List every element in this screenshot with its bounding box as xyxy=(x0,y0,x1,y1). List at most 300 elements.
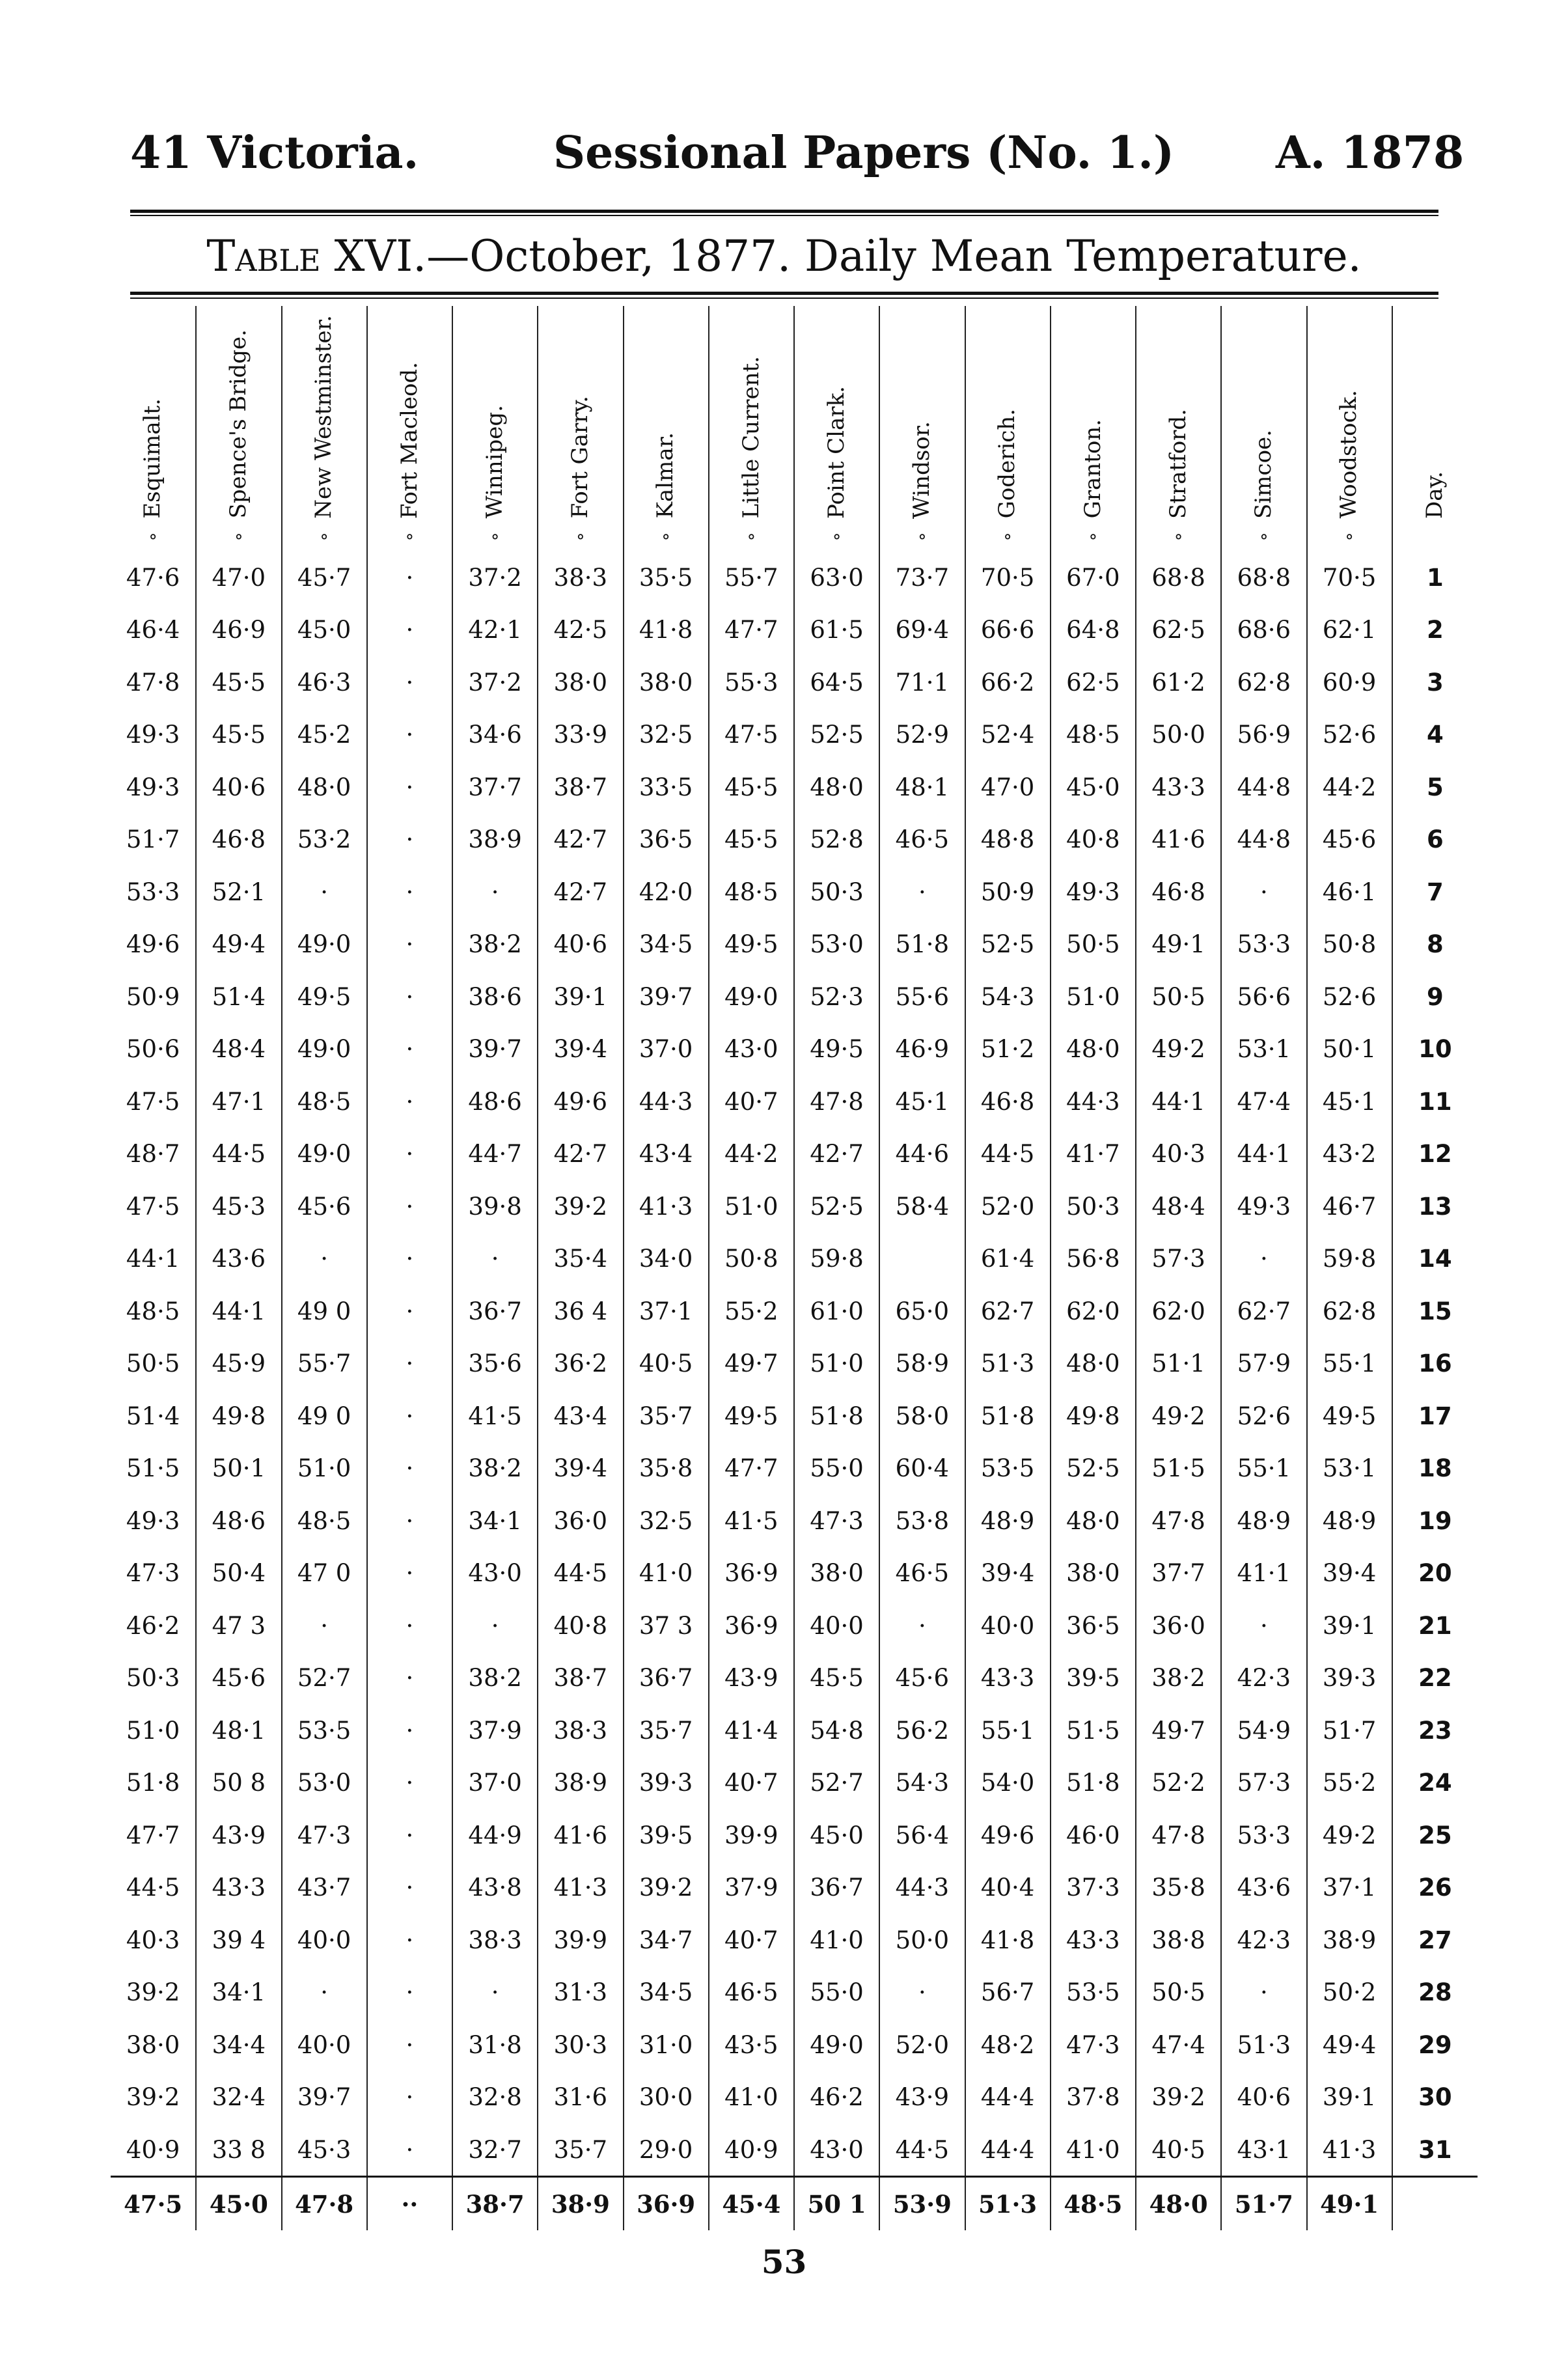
table-cell: 41·3 xyxy=(624,1180,709,1233)
table-cell: 40·4 xyxy=(965,1861,1051,1914)
table-cell: 46·9 xyxy=(196,603,281,656)
table-cell: 35·8 xyxy=(1136,1861,1221,1914)
table-cell: 67·0 xyxy=(1051,551,1136,604)
header-rule xyxy=(130,210,1438,213)
table-row xyxy=(111,1285,1478,1338)
table-cell: 49·6 xyxy=(126,930,180,959)
table-cell: 43·3 xyxy=(196,1861,281,1914)
table-cell: 48·2 xyxy=(965,2019,1051,2071)
table-cell: 51·5 xyxy=(1051,1704,1136,1757)
table-cell: 50·8 xyxy=(1307,918,1392,971)
table-cell: · xyxy=(367,1704,452,1757)
table-cell: 38·9 xyxy=(538,1756,623,1809)
column-header xyxy=(794,306,879,519)
table-cell: 47·8 xyxy=(1136,1809,1221,1862)
table-cell: ° xyxy=(1136,519,1221,551)
table-cell: 49·1 xyxy=(1307,2177,1392,2230)
table-cell: 66·6 xyxy=(965,603,1051,656)
table-cell: 50·5 xyxy=(126,1350,180,1378)
table-cell: 56·4 xyxy=(879,1809,965,1862)
table-cell: 70·5 xyxy=(965,551,1051,604)
table-cell: · xyxy=(367,1232,452,1285)
table-cell: · xyxy=(367,1075,452,1128)
degree-row xyxy=(111,519,1478,551)
table-cell: 48·5 xyxy=(282,1075,367,1128)
table-cell: 40·9 xyxy=(126,2135,180,2164)
table-cell: 36·2 xyxy=(538,1337,623,1390)
table-cell: 50 1 xyxy=(794,2177,879,2230)
table-cell: ° xyxy=(1307,519,1392,551)
table-cell: 52·7 xyxy=(282,1652,367,1704)
table-cell: 40·7 xyxy=(709,1756,794,1809)
table-cell: 40·8 xyxy=(1051,813,1136,866)
table-cell: 61·5 xyxy=(794,603,879,656)
table-cell: · xyxy=(367,1442,452,1495)
column-header-label: Goderich. xyxy=(994,409,1021,519)
column-header xyxy=(1221,306,1306,519)
table-cell: 44·8 xyxy=(1221,761,1306,814)
table-cell: 49·7 xyxy=(709,1337,794,1390)
table-cell: 36·7 xyxy=(624,1652,709,1704)
table-cell: 43·0 xyxy=(794,2124,879,2177)
table-cell: 38·8 xyxy=(1136,1914,1221,1967)
table-cell: 42·7 xyxy=(538,1128,623,1180)
table-cell: 48·9 xyxy=(965,1495,1051,1547)
table-cell: 61·0 xyxy=(794,1285,879,1338)
table-cell: ° xyxy=(196,519,281,551)
table-cell: 38·9 xyxy=(452,813,538,866)
day-cell: 30 xyxy=(1392,2071,1478,2124)
column-header xyxy=(624,306,709,519)
table-cell: 37·7 xyxy=(1136,1547,1221,1599)
table-cell: 48·0 xyxy=(1051,1023,1136,1075)
table-cell: 49·5 xyxy=(794,1023,879,1075)
table-cell: 50·0 xyxy=(879,1914,965,1967)
table-cell: 44·2 xyxy=(1307,761,1392,814)
table-cell: 38·3 xyxy=(452,1914,538,1967)
table-cell: 50·8 xyxy=(709,1232,794,1285)
table-cell: 47·3 xyxy=(794,1495,879,1547)
title-rule-thin xyxy=(130,298,1438,299)
table-cell: 53·1 xyxy=(1221,1023,1306,1075)
table-cell: 31·6 xyxy=(538,2071,623,2124)
table-cell: 55·1 xyxy=(1307,1337,1392,1390)
table-cell: 48·5 xyxy=(126,1297,180,1325)
table-cell: 38·6 xyxy=(452,971,538,1023)
table-cell: 55·3 xyxy=(709,656,794,709)
table-cell: 45·1 xyxy=(1307,1075,1392,1128)
table-cell: 45·5 xyxy=(196,708,281,761)
column-header xyxy=(111,306,196,519)
table-cell: 44·5 xyxy=(126,1874,180,1902)
day-cell: 22 xyxy=(1392,1652,1478,1704)
table-cell: 53·3 xyxy=(1221,918,1306,971)
table-cell: · xyxy=(367,866,452,919)
day-cell: 10 xyxy=(1392,1023,1478,1075)
table-cell: 51·4 xyxy=(126,1402,180,1430)
table-cell: 38·0 xyxy=(1051,1547,1136,1599)
table-cell: · xyxy=(1221,1232,1306,1285)
table-cell: 41·5 xyxy=(709,1495,794,1547)
header-right: A. 1878 xyxy=(1276,127,1465,179)
table-cell xyxy=(879,1232,965,1285)
table-cell: 49·4 xyxy=(1307,2019,1392,2071)
table-cell: 43·3 xyxy=(965,1652,1051,1704)
table-cell: 41·1 xyxy=(1221,1547,1306,1599)
table-cell: 45·5 xyxy=(709,813,794,866)
table-cell: 49·7 xyxy=(1136,1704,1221,1757)
table-cell: 48·9 xyxy=(1221,1495,1306,1547)
table-row xyxy=(111,1652,1478,1704)
table-cell: 49·5 xyxy=(709,918,794,971)
day-cell: 2 xyxy=(1392,603,1478,656)
table-cell: 41·0 xyxy=(624,1547,709,1599)
table-cell: 41·8 xyxy=(965,1914,1051,1967)
table-cell: 52·6 xyxy=(1221,1390,1306,1443)
table-cell: 52·1 xyxy=(196,866,281,919)
table-cell: 51·5 xyxy=(1136,1442,1221,1495)
table-row xyxy=(111,918,1478,971)
table-cell: 53·5 xyxy=(965,1442,1051,1495)
table-cell: 56·8 xyxy=(1051,1232,1136,1285)
table-cell: 45·6 xyxy=(1307,813,1392,866)
table-cell: 49·8 xyxy=(1051,1390,1136,1443)
table-cell: · xyxy=(452,1966,538,2019)
table-cell: 45·3 xyxy=(196,1180,281,1233)
table-cell: 43·9 xyxy=(879,2071,965,2124)
table-cell: 42·7 xyxy=(538,866,623,919)
table-cell: 48·0 xyxy=(794,761,879,814)
table-cell: 32·4 xyxy=(196,2071,281,2124)
table-cell: 35·7 xyxy=(624,1704,709,1757)
table-cell: 38·2 xyxy=(1136,1652,1221,1704)
table-cell: 38·2 xyxy=(452,1442,538,1495)
table-row xyxy=(111,1756,1478,1809)
table-cell: 45·4 xyxy=(709,2177,794,2230)
column-header-label: Windsor. xyxy=(909,421,935,519)
table-cell: 53·8 xyxy=(879,1495,965,1547)
table-cell: 42·3 xyxy=(1221,1914,1306,1967)
column-header-label: New Westminster. xyxy=(310,315,337,519)
table-cell: 57·9 xyxy=(1221,1337,1306,1390)
table-cell: · xyxy=(452,866,538,919)
column-header xyxy=(367,306,452,519)
table-row xyxy=(111,1966,1478,2019)
table-cell: 47·5 xyxy=(126,1087,180,1116)
table-cell: 51·8 xyxy=(879,918,965,971)
table-cell: · xyxy=(367,971,452,1023)
column-headers xyxy=(111,306,1478,519)
column-header xyxy=(452,306,538,519)
table-cell: 40·9 xyxy=(709,2124,794,2177)
day-cell: 12 xyxy=(1392,1128,1478,1180)
day-cell: 27 xyxy=(1392,1914,1478,1967)
table-cell: 49·2 xyxy=(1136,1023,1221,1075)
table-cell: 44·7 xyxy=(452,1128,538,1180)
table-cell: 55·7 xyxy=(282,1337,367,1390)
table-cell: 51·4 xyxy=(196,971,281,1023)
table-cell: 39·2 xyxy=(126,2083,180,2112)
table-cell: 62·0 xyxy=(1136,1285,1221,1338)
table-cell: 39·5 xyxy=(1051,1652,1136,1704)
day-cell: 14 xyxy=(1392,1232,1478,1285)
table-cell: 35·6 xyxy=(452,1337,538,1390)
table-cell: 40·0 xyxy=(965,1599,1051,1652)
table-cell: · xyxy=(367,918,452,971)
day-cell: 21 xyxy=(1392,1599,1478,1652)
table-cell: 53·5 xyxy=(1051,1966,1136,2019)
table-row xyxy=(111,1180,1478,1233)
table-cell: 39·9 xyxy=(709,1809,794,1862)
table-row xyxy=(111,656,1478,709)
table-cell: 50·2 xyxy=(1307,1966,1392,2019)
table-cell: 36·0 xyxy=(1136,1599,1221,1652)
day-cell: 26 xyxy=(1392,1861,1478,1914)
table-cell: 48·0 xyxy=(1136,2177,1221,2230)
table-cell: 51·0 xyxy=(794,1337,879,1390)
table-cell: 43·3 xyxy=(1051,1914,1136,1967)
table-cell: 49·0 xyxy=(794,2019,879,2071)
table-cell: 41·3 xyxy=(1307,2124,1392,2177)
table-cell: 33 8 xyxy=(196,2124,281,2177)
table-cell: 44·3 xyxy=(879,1861,965,1914)
table-cell: 49·2 xyxy=(1307,1809,1392,1862)
table-cell: ° xyxy=(148,531,158,551)
table-cell: 49·8 xyxy=(196,1390,281,1443)
day-cell xyxy=(1392,519,1478,551)
table-cell: 49·5 xyxy=(709,1390,794,1443)
table-cell: 37·0 xyxy=(452,1756,538,1809)
table-cell: 50·1 xyxy=(1307,1023,1392,1075)
table-cell: 54·3 xyxy=(879,1756,965,1809)
table-title-label: Table xyxy=(206,231,321,281)
table-cell: 55·2 xyxy=(709,1285,794,1338)
column-header-label: Stratford. xyxy=(1164,408,1191,519)
table-cell: 39·2 xyxy=(126,1978,180,2007)
table-cell: 39·1 xyxy=(1307,2071,1392,2124)
table-cell: 62·7 xyxy=(1221,1285,1306,1338)
day-cell: 16 xyxy=(1392,1337,1478,1390)
header-left: 41 Victoria. xyxy=(130,127,419,179)
table-cell: 65·0 xyxy=(879,1285,965,1338)
table-cell: 38·3 xyxy=(538,551,623,604)
table-cell: 44·1 xyxy=(126,1245,180,1273)
table-cell: 44·3 xyxy=(624,1075,709,1128)
table-cell: 50·5 xyxy=(1136,971,1221,1023)
table-cell: 52·0 xyxy=(879,2019,965,2071)
table-cell: 48·5 xyxy=(709,866,794,919)
table-cell: 50·3 xyxy=(1051,1180,1136,1233)
day-cell: 4 xyxy=(1392,708,1478,761)
table-row xyxy=(111,1023,1478,1075)
table-cell: 30·0 xyxy=(624,2071,709,2124)
table-cell: 45·5 xyxy=(794,1652,879,1704)
table-cell: 51·7 xyxy=(1307,1704,1392,1757)
table-cell: · xyxy=(367,1337,452,1390)
table-cell: 62·1 xyxy=(1307,603,1392,656)
table-cell: 40·7 xyxy=(709,1075,794,1128)
table-cell: 34·4 xyxy=(196,2019,281,2071)
table-cell: 38·7 xyxy=(538,761,623,814)
table-row xyxy=(111,1075,1478,1128)
table-cell: 52·9 xyxy=(879,708,965,761)
day-cell: 24 xyxy=(1392,1756,1478,1809)
table-cell: 47·8 xyxy=(126,668,180,697)
table-cell: 63·0 xyxy=(794,551,879,604)
table-cell: 46·8 xyxy=(965,1075,1051,1128)
table-row xyxy=(111,761,1478,814)
table-cell: 43·1 xyxy=(1221,2124,1306,2177)
table-cell: 34·5 xyxy=(624,1966,709,2019)
table-cell: 39·7 xyxy=(624,971,709,1023)
table-cell: 50·4 xyxy=(196,1547,281,1599)
table-cell: 44·9 xyxy=(452,1809,538,1862)
table-cell: 37·9 xyxy=(452,1704,538,1757)
temperature-table xyxy=(111,306,1478,2230)
table-cell: 45·0 xyxy=(1051,761,1136,814)
table-cell: · xyxy=(282,1232,367,1285)
table-cell: 38·0 xyxy=(538,656,623,709)
table-cell: ° xyxy=(452,519,538,551)
table-cell: 73·7 xyxy=(879,551,965,604)
table-cell: · xyxy=(367,1652,452,1704)
table-cell: 48·5 xyxy=(282,1495,367,1547)
table-cell: 56·2 xyxy=(879,1704,965,1757)
table-cell: 47·1 xyxy=(196,1075,281,1128)
column-header-label: Winnipeg. xyxy=(481,405,508,519)
table-cell: 51·8 xyxy=(1051,1756,1136,1809)
table-cell: 41·8 xyxy=(624,603,709,656)
table-cell: 45·3 xyxy=(282,2124,367,2177)
table-cell: ° xyxy=(794,519,879,551)
table-cell: 46·5 xyxy=(879,1547,965,1599)
column-header xyxy=(1392,306,1478,519)
table-cell: · xyxy=(367,2071,452,2124)
table-cell: 48·4 xyxy=(196,1023,281,1075)
table-cell: 34·1 xyxy=(196,1966,281,2019)
table-cell: · xyxy=(879,1599,965,1652)
table-cell: 51·3 xyxy=(1221,2019,1306,2071)
table-cell: · xyxy=(367,1023,452,1075)
table-cell: 55·1 xyxy=(965,1704,1051,1757)
table-cell: 47 0 xyxy=(282,1547,367,1599)
table-cell: 38·7 xyxy=(538,1652,623,1704)
table-cell: 36 4 xyxy=(538,1285,623,1338)
table-cell: 55·1 xyxy=(1221,1442,1306,1495)
table-cell: 47·8 xyxy=(794,1075,879,1128)
table-cell: 39 4 xyxy=(196,1914,281,1967)
table-cell: 50·3 xyxy=(794,866,879,919)
table-cell: 45·6 xyxy=(196,1652,281,1704)
table-cell: 31·0 xyxy=(624,2019,709,2071)
table-cell: · xyxy=(367,1285,452,1338)
table-cell: 41·0 xyxy=(794,1914,879,1967)
day-cell: 8 xyxy=(1392,918,1478,971)
table-cell: 40·0 xyxy=(282,2019,367,2071)
table-cell: 44·3 xyxy=(1051,1075,1136,1128)
table-row xyxy=(111,1599,1478,1652)
table-row xyxy=(111,1495,1478,1547)
table-cell: 44·1 xyxy=(1136,1075,1221,1128)
table-cell: 37 3 xyxy=(624,1599,709,1652)
table-cell: 62·7 xyxy=(965,1285,1051,1338)
table-cell: 48·0 xyxy=(282,761,367,814)
table-cell: 52·4 xyxy=(965,708,1051,761)
table-cell: 46·9 xyxy=(879,1023,965,1075)
table-cell: 35·4 xyxy=(538,1232,623,1285)
day-cell xyxy=(1392,2177,1478,2230)
table-cell: 41·3 xyxy=(538,1861,623,1914)
table-cell: 52·0 xyxy=(965,1180,1051,1233)
table-cell: · xyxy=(367,2019,452,2071)
table-cell: 57·3 xyxy=(1136,1232,1221,1285)
day-cell: 18 xyxy=(1392,1442,1478,1495)
table-cell: 51·0 xyxy=(282,1442,367,1495)
table-cell: 68·8 xyxy=(1136,551,1221,604)
table-cell: 42·5 xyxy=(538,603,623,656)
table-cell: 45·7 xyxy=(282,551,367,604)
table-cell: 37·7 xyxy=(452,761,538,814)
table-cell: 43·8 xyxy=(452,1861,538,1914)
table-cell: 66·2 xyxy=(965,656,1051,709)
table-cell: 46·0 xyxy=(1051,1809,1136,1862)
table-cell: 61·4 xyxy=(965,1232,1051,1285)
table-cell: 55·0 xyxy=(794,1442,879,1495)
table-cell: 48·8 xyxy=(965,813,1051,866)
table-cell: · xyxy=(367,1966,452,2019)
table-cell: 47·7 xyxy=(709,603,794,656)
table-cell: 46·2 xyxy=(794,2071,879,2124)
table-cell: 43·5 xyxy=(709,2019,794,2071)
table-cell: 48·4 xyxy=(1136,1180,1221,1233)
table-cell: 39·4 xyxy=(538,1023,623,1075)
table-cell: 49·5 xyxy=(1307,1390,1392,1443)
table-cell: 50·9 xyxy=(126,982,180,1011)
table-cell: 37·2 xyxy=(452,551,538,604)
table-cell: · xyxy=(367,2124,452,2177)
running-header xyxy=(0,127,1568,186)
table-cell: 48·5 xyxy=(1051,708,1136,761)
table-cell: 36·5 xyxy=(624,813,709,866)
table-cell: 47·0 xyxy=(196,551,281,604)
table-cell: 49·6 xyxy=(538,1075,623,1128)
table-cell: 71·1 xyxy=(879,656,965,709)
table-cell: 51·3 xyxy=(965,1337,1051,1390)
table-cell: 39·7 xyxy=(282,2071,367,2124)
table-cell: 53·0 xyxy=(794,918,879,971)
day-cell: 1 xyxy=(1392,551,1478,604)
table-row xyxy=(111,1914,1478,1967)
table-cell: 35·8 xyxy=(624,1442,709,1495)
table-cell: 47 3 xyxy=(196,1599,281,1652)
table-cell: 47·5 xyxy=(111,2177,196,2230)
table-cell: 53·1 xyxy=(1307,1442,1392,1495)
table-cell: 49·1 xyxy=(1136,918,1221,971)
table-cell: 40·0 xyxy=(282,1914,367,1967)
column-header xyxy=(538,306,623,519)
table-cell: 51·7 xyxy=(1221,2177,1306,2230)
table-cell: 55·0 xyxy=(794,1966,879,2019)
table-cell: · xyxy=(1221,866,1306,919)
table-cell: 52·6 xyxy=(1307,708,1392,761)
table-cell: 54·8 xyxy=(794,1704,879,1757)
table-cell: 62·8 xyxy=(1221,656,1306,709)
table-cell: 49·6 xyxy=(965,1809,1051,1862)
day-cell: 7 xyxy=(1392,866,1478,919)
table-cell: 54·9 xyxy=(1221,1704,1306,1757)
table-row xyxy=(111,1128,1478,1180)
day-cell: 5 xyxy=(1392,761,1478,814)
